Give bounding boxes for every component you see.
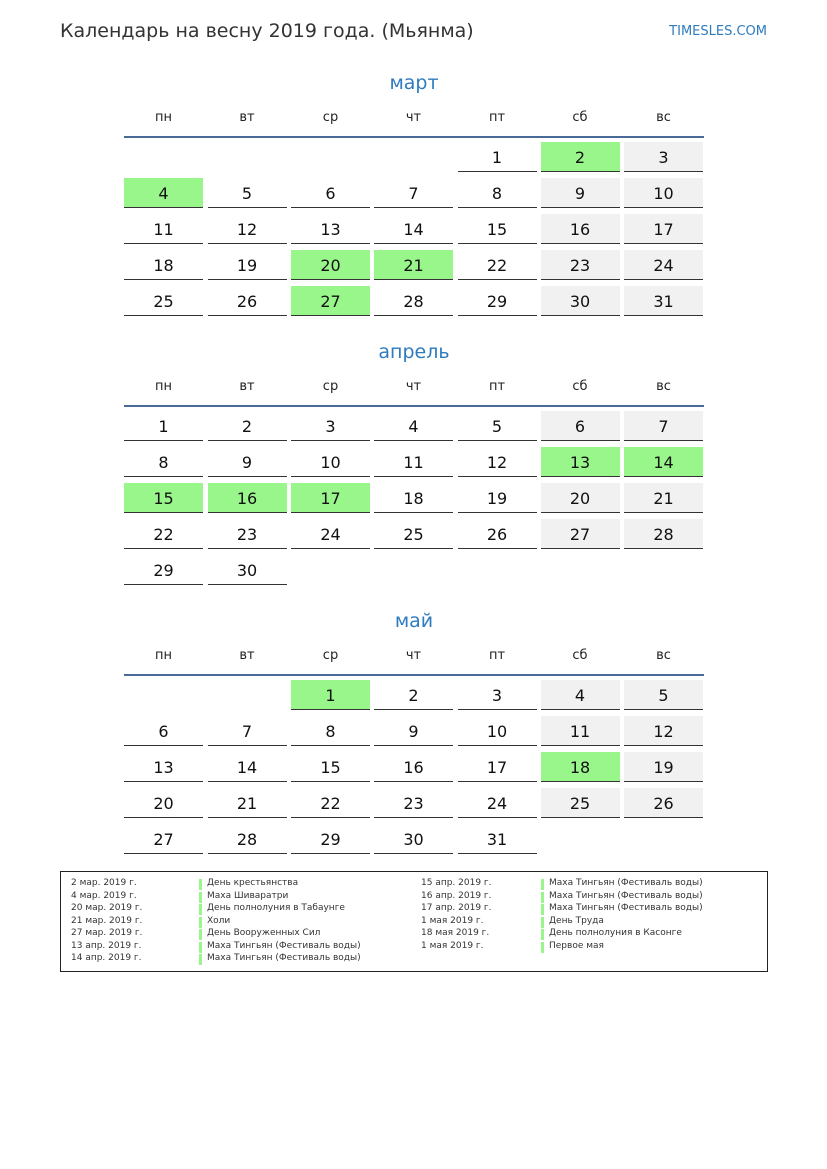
day-cell-holiday: 2 <box>541 142 620 172</box>
month-name: март <box>389 72 439 94</box>
weekday-label: ср <box>322 379 339 394</box>
header-divider <box>124 405 704 407</box>
day-cell-holiday: 4 <box>124 178 203 208</box>
legend-holiday-name: День крестьянства <box>207 878 299 888</box>
legend-holiday-name: День полнолуния в Касонге <box>549 928 682 938</box>
day-cell: 30 <box>208 555 287 585</box>
day-cell: 26 <box>624 788 703 818</box>
holiday-legend <box>60 871 768 972</box>
legend-holiday-name: Холи <box>207 915 231 926</box>
day-cell: 27 <box>124 824 203 854</box>
header-divider <box>124 674 704 676</box>
holiday-color-marker <box>199 904 202 915</box>
day-cell: 13 <box>124 752 203 782</box>
holiday-color-marker <box>199 917 202 928</box>
day-cell: 7 <box>374 178 453 208</box>
day-cell-holiday: 16 <box>208 483 287 513</box>
day-cell: 22 <box>124 519 203 549</box>
day-cell: 30 <box>374 824 453 854</box>
day-cell: 18 <box>124 250 203 280</box>
day-cell-holiday: 20 <box>291 250 370 280</box>
legend-holiday-name: Маха Шиваратри <box>207 890 289 901</box>
day-cell: 19 <box>458 483 537 513</box>
holiday-color-marker <box>199 954 202 965</box>
day-cell: 5 <box>458 411 537 441</box>
weekday-label: чт <box>405 110 422 125</box>
day-cell: 29 <box>458 286 537 316</box>
weekday-header <box>124 379 704 399</box>
day-cell: 11 <box>374 447 453 477</box>
day-cell: 18 <box>374 483 453 513</box>
day-cell: 13 <box>291 214 370 244</box>
day-cell: 10 <box>624 178 703 208</box>
day-cell: 12 <box>458 447 537 477</box>
holiday-color-marker <box>541 892 544 903</box>
legend-date: 1 мая 2019 г. <box>421 940 484 951</box>
day-cell: 14 <box>208 752 287 782</box>
holiday-color-marker <box>199 892 202 903</box>
day-cell: 31 <box>458 824 537 854</box>
holiday-color-marker <box>199 942 202 953</box>
day-cell-holiday: 13 <box>541 447 620 477</box>
day-cell: 28 <box>374 286 453 316</box>
day-cell: 5 <box>208 178 287 208</box>
legend-date: 27 мар. 2019 г. <box>71 928 143 938</box>
holiday-color-marker <box>199 879 202 890</box>
day-cell: 20 <box>541 483 620 513</box>
day-cell: 23 <box>208 519 287 549</box>
day-cell: 6 <box>124 716 203 746</box>
weekday-label: вт <box>239 110 255 125</box>
weekday-header <box>124 648 704 668</box>
day-cell: 26 <box>458 519 537 549</box>
page-title: Календарь на весну 2019 года. (Мьянма) <box>60 20 474 42</box>
day-cell: 31 <box>624 286 703 316</box>
day-cell: 21 <box>208 788 287 818</box>
legend-date: 14 апр. 2019 г. <box>71 953 142 963</box>
weekday-label: ср <box>322 110 339 125</box>
day-cell: 17 <box>458 752 537 782</box>
month-name: май <box>394 610 434 632</box>
day-cell: 27 <box>541 519 620 549</box>
weekday-label: пт <box>488 648 506 663</box>
day-cell: 24 <box>624 250 703 280</box>
day-cell: 9 <box>541 178 620 208</box>
weekday-label: вс <box>656 648 671 663</box>
legend-date: 2 мар. 2019 г. <box>71 878 137 888</box>
legend-holiday-name: Первое мая <box>549 940 604 951</box>
holiday-color-marker <box>541 917 544 928</box>
day-cell: 3 <box>458 680 537 710</box>
weekday-label: вс <box>656 379 671 394</box>
day-cell: 29 <box>291 824 370 854</box>
weekday-label: сб <box>572 648 588 663</box>
weekday-label: сб <box>572 379 588 394</box>
day-cell: 25 <box>124 286 203 316</box>
day-cell: 24 <box>458 788 537 818</box>
weekday-label: пт <box>488 110 506 125</box>
day-cell: 9 <box>374 716 453 746</box>
holiday-color-marker <box>199 929 202 940</box>
legend-holiday-name: Маха Тингьян (Фестиваль воды) <box>549 890 703 901</box>
weekday-header <box>124 110 704 130</box>
day-cell: 28 <box>624 519 703 549</box>
day-cell: 3 <box>291 411 370 441</box>
day-cell: 6 <box>541 411 620 441</box>
weekday-label: сб <box>572 110 588 125</box>
day-cell: 7 <box>208 716 287 746</box>
day-cell-holiday: 18 <box>541 752 620 782</box>
day-cell: 2 <box>208 411 287 441</box>
day-cell: 1 <box>458 142 537 172</box>
weekday-label: пн <box>155 110 172 125</box>
day-cell: 9 <box>208 447 287 477</box>
day-cell: 29 <box>124 555 203 585</box>
day-cell: 8 <box>291 716 370 746</box>
legend-holiday-name: День Вооруженных Сил <box>207 928 321 938</box>
header-divider <box>124 136 704 138</box>
day-cell: 16 <box>374 752 453 782</box>
day-cell: 6 <box>291 178 370 208</box>
legend-holiday-name: Маха Тингьян (Фестиваль воды) <box>207 953 361 963</box>
legend-date: 20 мар. 2019 г. <box>71 903 143 913</box>
weekday-label: вт <box>239 648 255 663</box>
day-cell: 30 <box>541 286 620 316</box>
day-cell-holiday: 14 <box>624 447 703 477</box>
weekday-label: чт <box>405 379 422 394</box>
day-cell: 1 <box>124 411 203 441</box>
weekday-label: пн <box>155 648 172 663</box>
legend-holiday-name: Маха Тингьян (Фестиваль воды) <box>549 903 703 913</box>
day-cell: 12 <box>624 716 703 746</box>
day-cell: 15 <box>291 752 370 782</box>
day-cell: 7 <box>624 411 703 441</box>
day-cell: 4 <box>374 411 453 441</box>
day-cell: 2 <box>374 680 453 710</box>
day-cell-holiday: 17 <box>291 483 370 513</box>
legend-date: 1 мая 2019 г. <box>421 915 484 926</box>
weekday-label: пн <box>155 379 172 394</box>
weekday-label: вс <box>656 110 671 125</box>
holiday-color-marker <box>541 942 544 953</box>
weekday-label: вт <box>239 379 255 394</box>
day-cell: 28 <box>208 824 287 854</box>
site-link[interactable]: TIMESLES.COM <box>669 24 767 39</box>
day-cell: 21 <box>624 483 703 513</box>
legend-date: 13 апр. 2019 г. <box>71 940 142 951</box>
day-cell: 25 <box>541 788 620 818</box>
day-cell: 26 <box>208 286 287 316</box>
legend-date: 21 мар. 2019 г. <box>71 915 143 926</box>
day-cell: 12 <box>208 214 287 244</box>
day-cell-holiday: 15 <box>124 483 203 513</box>
day-cell: 15 <box>458 214 537 244</box>
day-cell: 5 <box>624 680 703 710</box>
day-cell: 17 <box>624 214 703 244</box>
holiday-color-marker <box>541 879 544 890</box>
day-cell: 11 <box>541 716 620 746</box>
legend-holiday-name: День полнолуния в Табаунге <box>207 903 345 913</box>
day-cell: 22 <box>291 788 370 818</box>
weekday-label: чт <box>405 648 422 663</box>
day-cell: 20 <box>124 788 203 818</box>
day-cell: 25 <box>374 519 453 549</box>
day-cell: 8 <box>458 178 537 208</box>
weekday-label: пт <box>488 379 506 394</box>
month-name: апрель <box>378 341 450 363</box>
legend-date: 4 мар. 2019 г. <box>71 890 137 901</box>
legend-date: 15 апр. 2019 г. <box>421 878 492 888</box>
day-cell: 11 <box>124 214 203 244</box>
day-cell: 10 <box>291 447 370 477</box>
day-cell: 24 <box>291 519 370 549</box>
day-cell: 23 <box>541 250 620 280</box>
legend-date: 18 мая 2019 г. <box>421 928 490 938</box>
day-cell-holiday: 21 <box>374 250 453 280</box>
weekday-label: ср <box>322 648 339 663</box>
legend-holiday-name: День Труда <box>549 915 604 926</box>
legend-date: 16 апр. 2019 г. <box>421 890 492 901</box>
legend-holiday-name: Маха Тингьян (Фестиваль воды) <box>549 878 703 888</box>
day-cell: 14 <box>374 214 453 244</box>
day-cell: 4 <box>541 680 620 710</box>
legend-holiday-name: Маха Тингьян (Фестиваль воды) <box>207 940 361 951</box>
day-cell: 3 <box>624 142 703 172</box>
legend-date: 17 апр. 2019 г. <box>421 903 492 913</box>
day-cell-holiday: 1 <box>291 680 370 710</box>
day-cell: 10 <box>458 716 537 746</box>
day-cell: 22 <box>458 250 537 280</box>
holiday-color-marker <box>541 904 544 915</box>
day-cell: 19 <box>208 250 287 280</box>
day-cell: 23 <box>374 788 453 818</box>
day-cell-holiday: 27 <box>291 286 370 316</box>
holiday-color-marker <box>541 929 544 940</box>
day-cell: 19 <box>624 752 703 782</box>
day-cell: 16 <box>541 214 620 244</box>
day-cell: 8 <box>124 447 203 477</box>
